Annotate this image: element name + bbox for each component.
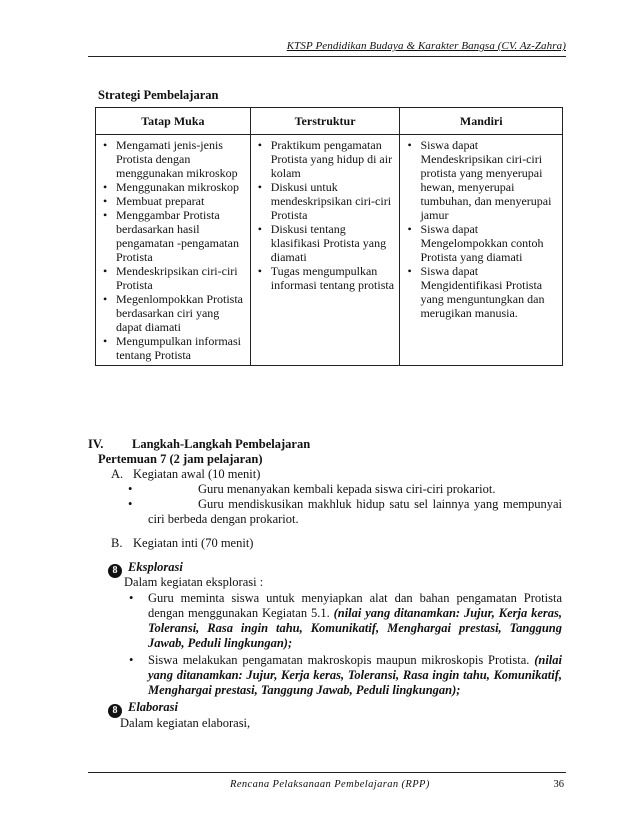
list-item (128, 653, 562, 698)
kegiatan-inti-label: B. (111, 536, 123, 550)
section-title: Langkah-Langkah Pembelajaran (132, 437, 311, 451)
eksplorasi-title: Eksplorasi (128, 560, 183, 574)
eksplorasi-item-text: Guru meminta siswa untuk menyiapkan alat dan bahan pengamatan Protista dengan menggunakan Kegiatan 5.1. (148, 591, 562, 620)
list-item: • Praktikum pengamatan Protista yang hidup di air kolam (255, 138, 396, 180)
kegiatan-awal-text: Kegiatan awal (10 menit) (133, 467, 261, 481)
list-item: • Membuat preparat (100, 194, 246, 208)
elaborasi-intro: Dalam kegiatan elaborasi, (120, 716, 251, 730)
list-item: • Diskusi tentang klasifikasi Protista yang diamati (255, 222, 396, 264)
cell-terstruktur (250, 135, 400, 366)
list-item: • Siswa dapat Mendeskripsikan ciri-ciri protista yang menyerupai hewan, menyerupai tumbuhan, dan menyerupai jamur (404, 138, 558, 222)
list-item: • Siswa dapat Mengidentifikasi Protista yang menguntungkan dan merugikan manusia. (404, 264, 558, 320)
list-item: • Menggunakan mikroskop (100, 180, 246, 194)
list-item: • Megenlompokkan Protista berdasarkan ciri yang dapat diamati (100, 292, 246, 334)
list-item (128, 591, 562, 651)
bullet-icon: • (128, 482, 133, 496)
table-row (96, 135, 563, 366)
list-item: • Mengumpulkan informasi tentang Protista (100, 334, 246, 362)
list-item: • Menggambar Protista berdasarkan hasil pengamatan -pengamatan Protista (100, 208, 246, 264)
awal-item-continuation: ciri berbeda dengan prokariot. (148, 512, 299, 526)
column-header-terstruktur: Terstruktur (250, 108, 400, 135)
footer-rule (88, 772, 566, 773)
page-header: KTSP Pendidikan Budaya & Karakter Bangsa (CV. Az-Zahra) (286, 40, 566, 52)
awal-item-text: Guru mendiskusikan makhluk hidup satu sel lainnya yang mempunyai (198, 497, 562, 511)
header-rule (88, 56, 566, 57)
page-footer: Rencana Pelaksanaan Pembelajaran (RPP) (230, 779, 430, 790)
strategi-title: Strategi Pembelajaran (98, 88, 219, 102)
kegiatan-inti-text: Kegiatan inti (70 menit) (133, 536, 254, 550)
list-item: • Diskusi untuk mendeskripsikan ciri-ciri Protista (255, 180, 396, 222)
list-item: • Tugas mengumpulkan informasi tentang protista (255, 264, 396, 292)
strategi-table (95, 107, 563, 366)
kegiatan-awal-label: A. (111, 467, 124, 481)
tatap-muka-list (100, 138, 246, 362)
cell-mandiri (400, 135, 563, 366)
eksplorasi-item-values: (nilai yang ditanamkan: Jujur, Kerja keras, Toleransi, Rasa ingin tahu, Komunikatif, Menghargai prestasi, Tanggung Jawab, Peduli lingkungan); (148, 606, 562, 650)
page-number: 36 (553, 779, 564, 790)
eksplorasi-item-values: (nilai yang ditanamkan: Jujur, Kerja keras, Toleransi, Rasa ingin tahu, Komunikatif, Menghargai prestasi, Tanggung Jawab, Peduli lingkungan); (148, 653, 563, 697)
list-item: • Siswa dapat Mengelompokkan contoh Protista yang diamati (404, 222, 558, 264)
bullet-icon: • (128, 497, 133, 511)
section-number: IV. (88, 437, 104, 451)
number-badge-icon: 8 (108, 564, 122, 578)
eksplorasi-intro: Dalam kegiatan eksplorasi : (124, 575, 264, 589)
mandiri-list (404, 138, 558, 320)
terstruktur-list (255, 138, 396, 292)
eksplorasi-item-text: Siswa melakukan pengamatan makroskopis maupun mikroskopis Protista. (148, 653, 530, 667)
awal-item-text: Guru menanyakan kembali kepada siswa ciri-ciri prokariot. (198, 482, 496, 496)
list-item (128, 482, 562, 497)
pertemuan-heading: Pertemuan 7 (2 jam pelajaran) (98, 452, 263, 466)
kegiatan-inti (111, 536, 253, 551)
section-heading (88, 437, 310, 452)
list-item (128, 497, 562, 512)
eksplorasi-list (128, 591, 562, 698)
table-header-row (96, 108, 563, 135)
list-item: • Mengamati jenis-jenis Protista dengan menggunakan mikroskop (100, 138, 246, 180)
column-header-tatap-muka: Tatap Muka (96, 108, 251, 135)
kegiatan-awal (111, 467, 260, 482)
cell-tatap-muka (96, 135, 251, 366)
list-item: • Mendeskripsikan ciri-ciri Protista (100, 264, 246, 292)
elaborasi-title: Elaborasi (128, 700, 179, 714)
number-badge-icon: 8 (108, 704, 122, 718)
column-header-mandiri: Mandiri (400, 108, 563, 135)
